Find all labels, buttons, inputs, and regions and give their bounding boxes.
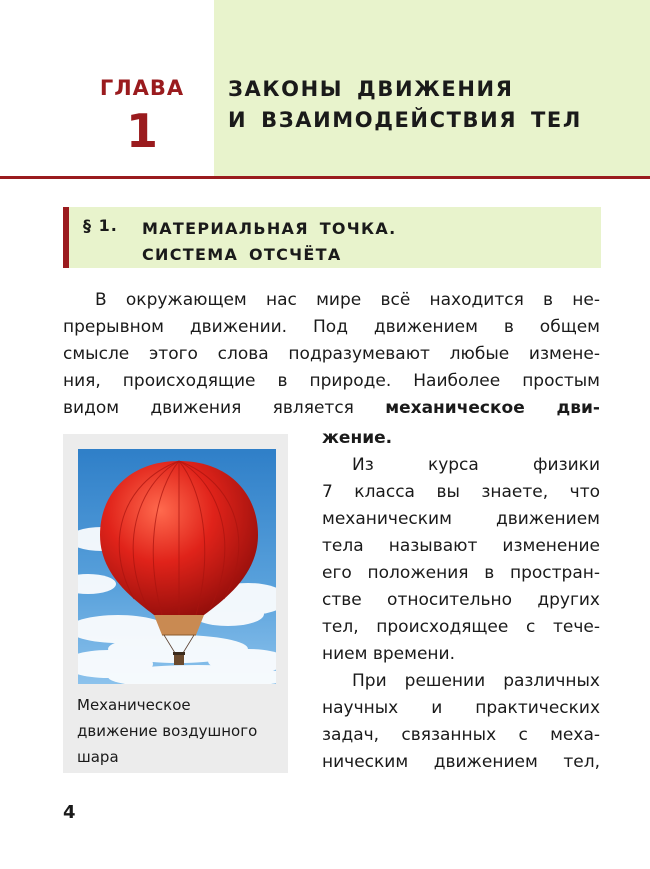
body-line: нием времени. (322, 644, 455, 664)
body-line: задач, связанных с меха- (322, 725, 600, 745)
hot-air-balloon-photo (78, 449, 276, 684)
key-term: механическое дви- (385, 398, 600, 418)
chapter-title-line-2: И ВЗАИМОДЕЙСТВИЯ ТЕЛ (228, 108, 582, 132)
section-title-line-2: СИСТЕМА ОТСЧЁТА (142, 245, 342, 264)
body-line: его положения в простран- (322, 563, 600, 583)
page-number: 4 (63, 802, 76, 823)
body-line-with-term (63, 395, 600, 422)
body-line: смысле этого слова подразумевают любые измене- (63, 344, 600, 364)
section-title-line-1: МАТЕРИАЛЬНАЯ ТОЧКА. (142, 219, 397, 238)
header-divider (0, 176, 650, 179)
figure-caption (77, 692, 282, 770)
chapter-label: ГЛАВА (99, 76, 185, 100)
section-number: § 1. (83, 216, 118, 235)
chapter-title (228, 74, 638, 136)
caption-line: шара (77, 748, 119, 766)
body-line: 7 класса вы знаете, что (322, 482, 600, 502)
body-line: Из курса физики (352, 455, 600, 475)
section-accent-bar (63, 207, 69, 268)
body-line: ническим движением тел, (322, 752, 600, 772)
body-line (322, 425, 600, 452)
figure (63, 434, 288, 773)
chapter-number: 1 (125, 104, 158, 158)
caption-line: движение воздушного (77, 722, 258, 740)
body-line: В окружающем нас мире всё находится в не- (95, 290, 600, 310)
body-line: научных и практических (322, 698, 600, 718)
chapter-header (0, 0, 650, 176)
body-line: ния, происходящие в природе. Наиболее простым (63, 371, 600, 391)
body-text: видом движения является (63, 398, 354, 418)
caption-line: Механическое (77, 696, 191, 714)
body-line: стве относительно других (322, 590, 600, 610)
key-term: жение. (322, 428, 393, 448)
body-line: прерывном движении. Под движением в общем (63, 317, 600, 337)
body-line: При решении различных (352, 671, 600, 691)
section-heading (63, 207, 601, 268)
body-line: механическим движением (322, 509, 600, 529)
section-title (142, 216, 582, 268)
body-line: тела называют изменение (322, 536, 600, 556)
body-line: тел, происходящее с тече- (322, 617, 600, 637)
chapter-title-line-1: ЗАКОНЫ ДВИЖЕНИЯ (228, 77, 514, 101)
